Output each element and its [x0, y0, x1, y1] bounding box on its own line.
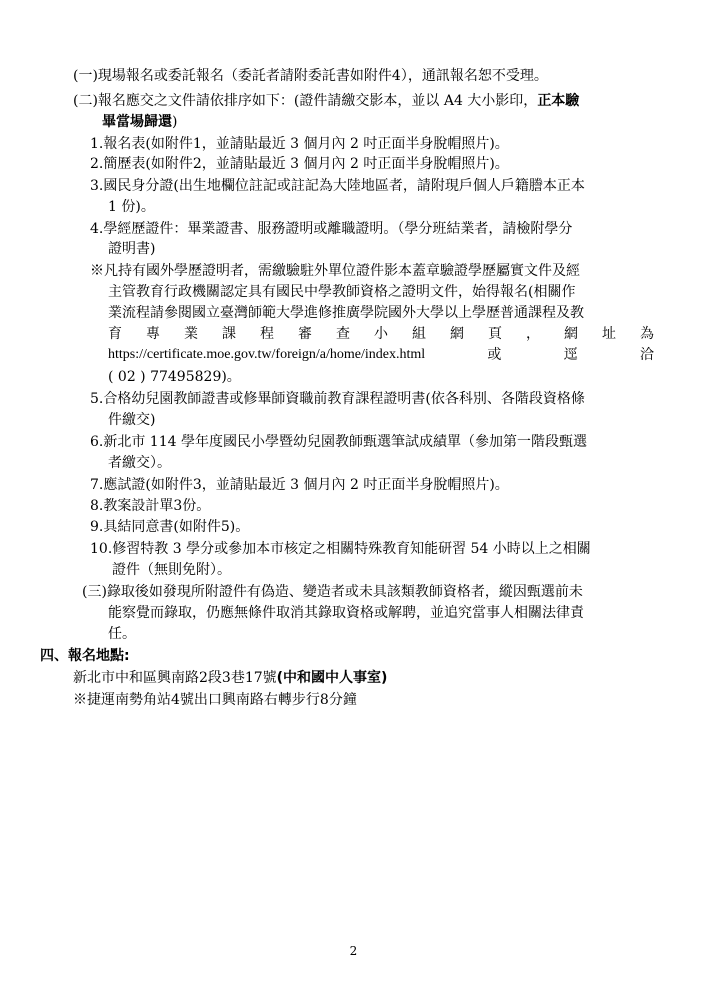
foreign-degree-note-line-4: 育 專 業 課 程 審 查 小 組 網 頁 ， 網 址 為: [108, 326, 654, 342]
section-2-bold-note-cont: 畢當場歸還: [102, 114, 172, 130]
address-office: (中和國中人事室): [276, 670, 388, 686]
section-1-onsite-registration: (一)現場報名或委託報名（委託者請附委託書如附件4），通訊報名恕不受理。: [73, 68, 548, 84]
doc-item-6-exam-transcript: 6.新北市 114 學年度國民小學暨幼兒園教師甄選筆試成績單（參加第一階段甄選: [90, 434, 587, 450]
doc-item-5-teacher-certificate: 5.合格幼兒園教師證書或修畢師資職前教育課程證明書(依各科別、各階段資格條: [90, 391, 585, 407]
doc-item-7-admission-ticket: 7.應試證(如附件3，並請貼最近 3 個月內 2 吋正面半身脫帽照片)。: [90, 477, 509, 493]
doc-item-10-special-education: 10.修習特教 3 學分或參加本市核定之相關特殊教育知能研習 54 小時以上之相關: [90, 541, 591, 557]
mrt-directions: ※捷運南勢角站4號出口興南路右轉步行8分鐘: [73, 692, 357, 708]
section-2-heading-continued: [102, 112, 177, 132]
doc-item-3-id-card: 3.國民身分證(出生地欄位註記或註記為大陸地區者，請附現戶個人戶籍謄本正本: [90, 178, 585, 194]
section-4-title: 四、報名地點:: [40, 648, 130, 664]
doc-item-10-continued: 證件（無則免附）。: [112, 562, 231, 578]
registration-address: [73, 668, 387, 688]
doc-item-4-education: 4.學經歷證件：畢業證書、服務證明或離職證明。（學分班結業者，請檢附學分: [90, 221, 573, 237]
foreign-degree-note-line-1: ※凡持有國外學歷證明者，需繳驗駐外單位證件影本蓋章驗證學歷屬實文件及經: [90, 263, 580, 279]
page-number: 2: [349, 944, 358, 958]
foreign-degree-note-phone: ( 02 ) 77495829)。: [108, 369, 241, 385]
doc-item-1-application-form: 1.報名表(如附件1，並請貼最近 3 個月內 2 吋正面半身脫帽照片)。: [90, 136, 509, 152]
foreign-degree-note-line-5: https://certificate.moe.gov.tw/foreign/a/home/index.html 或 逕 洽: [108, 347, 654, 363]
section-3-forgery-clause: (三)錄取後如發現所附證件有偽造、變造者或未具該類教師資格者，縱因甄選前未: [82, 584, 583, 600]
section-3-forgery-clause-line-3: 任。: [108, 626, 136, 642]
doc-item-6-continued: 者繳交）。: [108, 455, 171, 471]
section-3-forgery-clause-line-2: 能察覺而錄取，仍應無條件取消其錄取資格或解聘，並追究當事人相關法律責: [108, 605, 584, 621]
section-2-close-paren: ): [172, 114, 178, 130]
address-text: 新北市中和區興南路2段3巷17號: [73, 670, 277, 686]
section-2-documents-heading: [73, 91, 579, 111]
doc-item-5-continued: 件繳交): [108, 412, 156, 428]
doc-item-9-consent-form: 9.具結同意書(如附件5)。: [90, 519, 250, 535]
foreign-degree-note-line-2: 主管教育行政機關認定具有國民中學教師資格之證明文件，始得報名(相關作: [108, 284, 576, 300]
doc-item-3-continued: 1 份)。: [108, 199, 155, 215]
foreign-degree-note-line-3: 業流程請參閱國立臺灣師範大學進修推廣學院國外大學以上學歷普通課程及教: [108, 305, 584, 321]
certificate-url-link[interactable]: https://certificate.moe.gov.tw/foreign/a/home/index.html: [108, 347, 426, 362]
section-2-text: (二)報名應交之文件請依排序如下：(證件請繳交影本，並以 A4 大小影印，: [73, 93, 538, 109]
doc-item-8-lesson-plan: 8.教案設計單3份。: [90, 498, 211, 514]
doc-item-4-continued: 證明書): [108, 241, 156, 257]
section-2-bold-note: 正本驗: [537, 93, 580, 109]
doc-item-2-resume: 2.簡歷表(如附件2，並請貼最近 3 個月內 2 吋正面半身脫帽照片)。: [90, 156, 509, 172]
